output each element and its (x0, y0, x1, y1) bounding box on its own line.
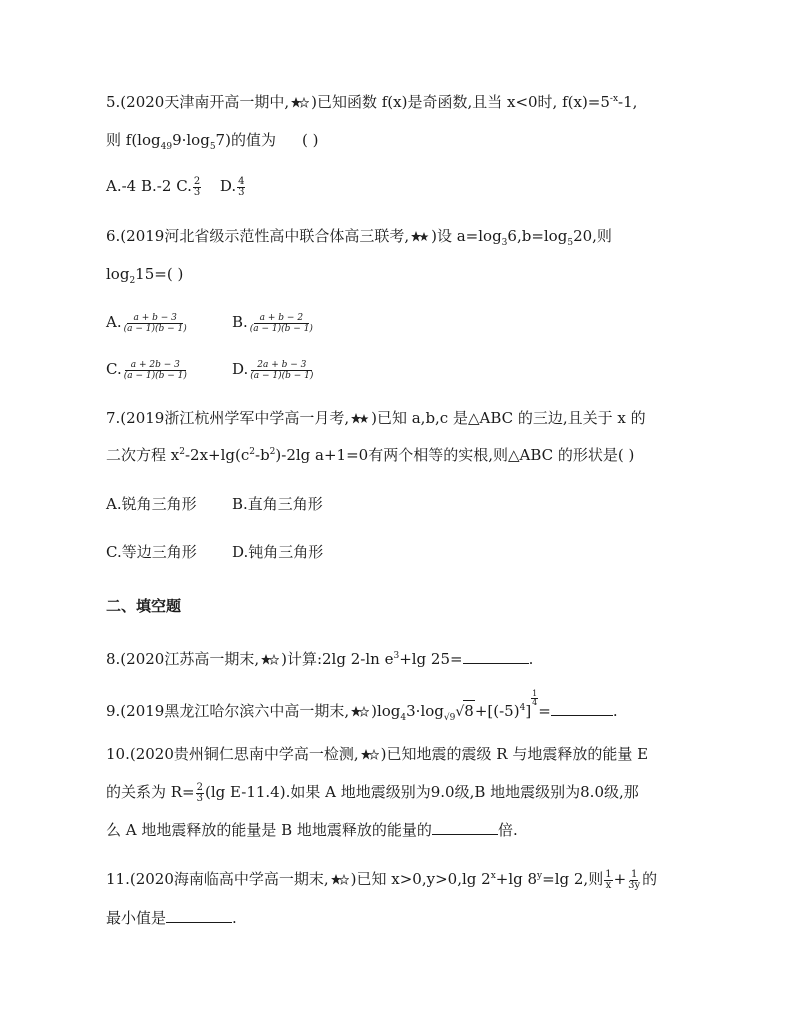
option-b: B.直角三角形 (232, 495, 323, 513)
radical-sign: √ (455, 704, 465, 720)
question-5-options (106, 176, 246, 198)
answer-blank[interactable] (432, 820, 498, 835)
fraction: $\frac{1}{x}$ (605, 868, 612, 891)
question-5-line-1: 5.(2020天津南开高一期中, )已知函数 f(x)是奇函数,且当 x<0时, $f(x)=5^{-x}-1$, (106, 93, 638, 111)
fraction: $\frac{4}{3}$ (238, 175, 245, 198)
option-d: D.钝角三角形 (232, 543, 324, 561)
question-5-line-2: 则 $f(\log_{49}9\cdot\log_57)$的值为 ( ) (106, 131, 319, 152)
option-c: C. $\frac{2}{3}$ (176, 175, 201, 198)
difficulty-star-icon (291, 97, 309, 109)
exponent-fraction: $\frac{1}{4}$ (532, 689, 538, 707)
fraction: $\frac{2}{3}$ (193, 175, 201, 198)
option-a: A. $\frac{a + b - 3}{(a - 1)(b - 1)}$ (106, 312, 187, 334)
option-b: B.-2 (141, 177, 172, 195)
option-d: D. $\frac{2a + b - 3}{(a - 1)(b - 1)}$ (232, 359, 314, 381)
question-11-line-1: 11.(2020海南临高中学高一期末, )已知 x>0,y>0,lg $2^x+\lg$ $8^y=\lg$ 2,则 $\frac{1}{x}$ + $\frac{1}{3y}$ 的 (106, 868, 658, 891)
option-c: C.等边三角形 (106, 543, 197, 561)
question-6-options-row-1 (106, 312, 315, 334)
question-10-line-3: 么 A 地地震释放的能量是 B 地地震释放的能量的 倍. (106, 821, 518, 839)
question-7-options-row-2 (106, 542, 323, 562)
question-10-line-2: 的关系为 R= $\frac{2}{3}$ (lg E-11.4).如果 A 地地震级别为9.0级,B 地地震级别为8.0级,那 (106, 781, 639, 804)
section-heading-fill-in: 二、填空题 (106, 597, 182, 615)
question-6-line-2: $\log_215=$( ) (106, 265, 184, 286)
question-10-line-1: 10.(2020贵州铜仁思南中学高一检测, )已知地震的震级 R 与地震释放的能量 E (106, 745, 649, 763)
question-11-line-2: 最小值是 . (106, 909, 237, 927)
answer-blank[interactable] (463, 649, 529, 664)
question-7-line-1: 7.(2019浙江杭州学军中学高一月考, )已知 a,b,c 是△ABC 的三边,且关于 x 的 (106, 409, 646, 427)
option-a: A.-4 (106, 177, 137, 195)
fraction: $\frac{2}{3}$ (196, 781, 204, 804)
difficulty-star-icon (361, 749, 379, 761)
question-6-line-1: 6.(2019河北省级示范性高中联合体高三联考, )设 $a=\log_36,b=\log_520$,则 (106, 227, 612, 248)
question-9: 9.(2019黑龙江哈尔滨六中高一期末, )$\log_43\cdot\log_{√9}√8+[(-5)^4]$ $\frac{1}{4}$ = . (106, 689, 618, 723)
question-8: 8.(2020江苏高一期末, )计算:2lg 2-ln $e^3+\lg$ 25= . (106, 650, 534, 668)
answer-paren: ( ) (301, 131, 319, 149)
question-7-options-row-1 (106, 494, 323, 514)
difficulty-star-icon (351, 706, 369, 718)
option-d: D. $\frac{4}{3}$ (219, 175, 245, 198)
answer-blank[interactable] (166, 908, 232, 923)
question-7-line-2: 二次方程 $x^2-2x+\lg(c^2-b^2)-2\lg$ a+1=0有两个相等的实根,则△ABC 的形状是( ) (106, 446, 635, 464)
option-b: B. $\frac{a + b - 2}{(a - 1)(b - 1)}$ (232, 312, 313, 334)
option-c: C. $\frac{a + 2b - 3}{(a - 1)(b - 1)}$ (106, 359, 187, 381)
option-a: A.锐角三角形 (106, 495, 197, 513)
difficulty-star-icon (351, 413, 369, 425)
answer-blank[interactable] (551, 701, 613, 716)
question-6-options-row-2 (106, 359, 315, 381)
fraction: $\frac{1}{3y}$ (628, 868, 641, 891)
difficulty-star-icon (331, 874, 349, 886)
difficulty-star-icon (261, 654, 279, 666)
difficulty-star-icon (411, 231, 429, 243)
